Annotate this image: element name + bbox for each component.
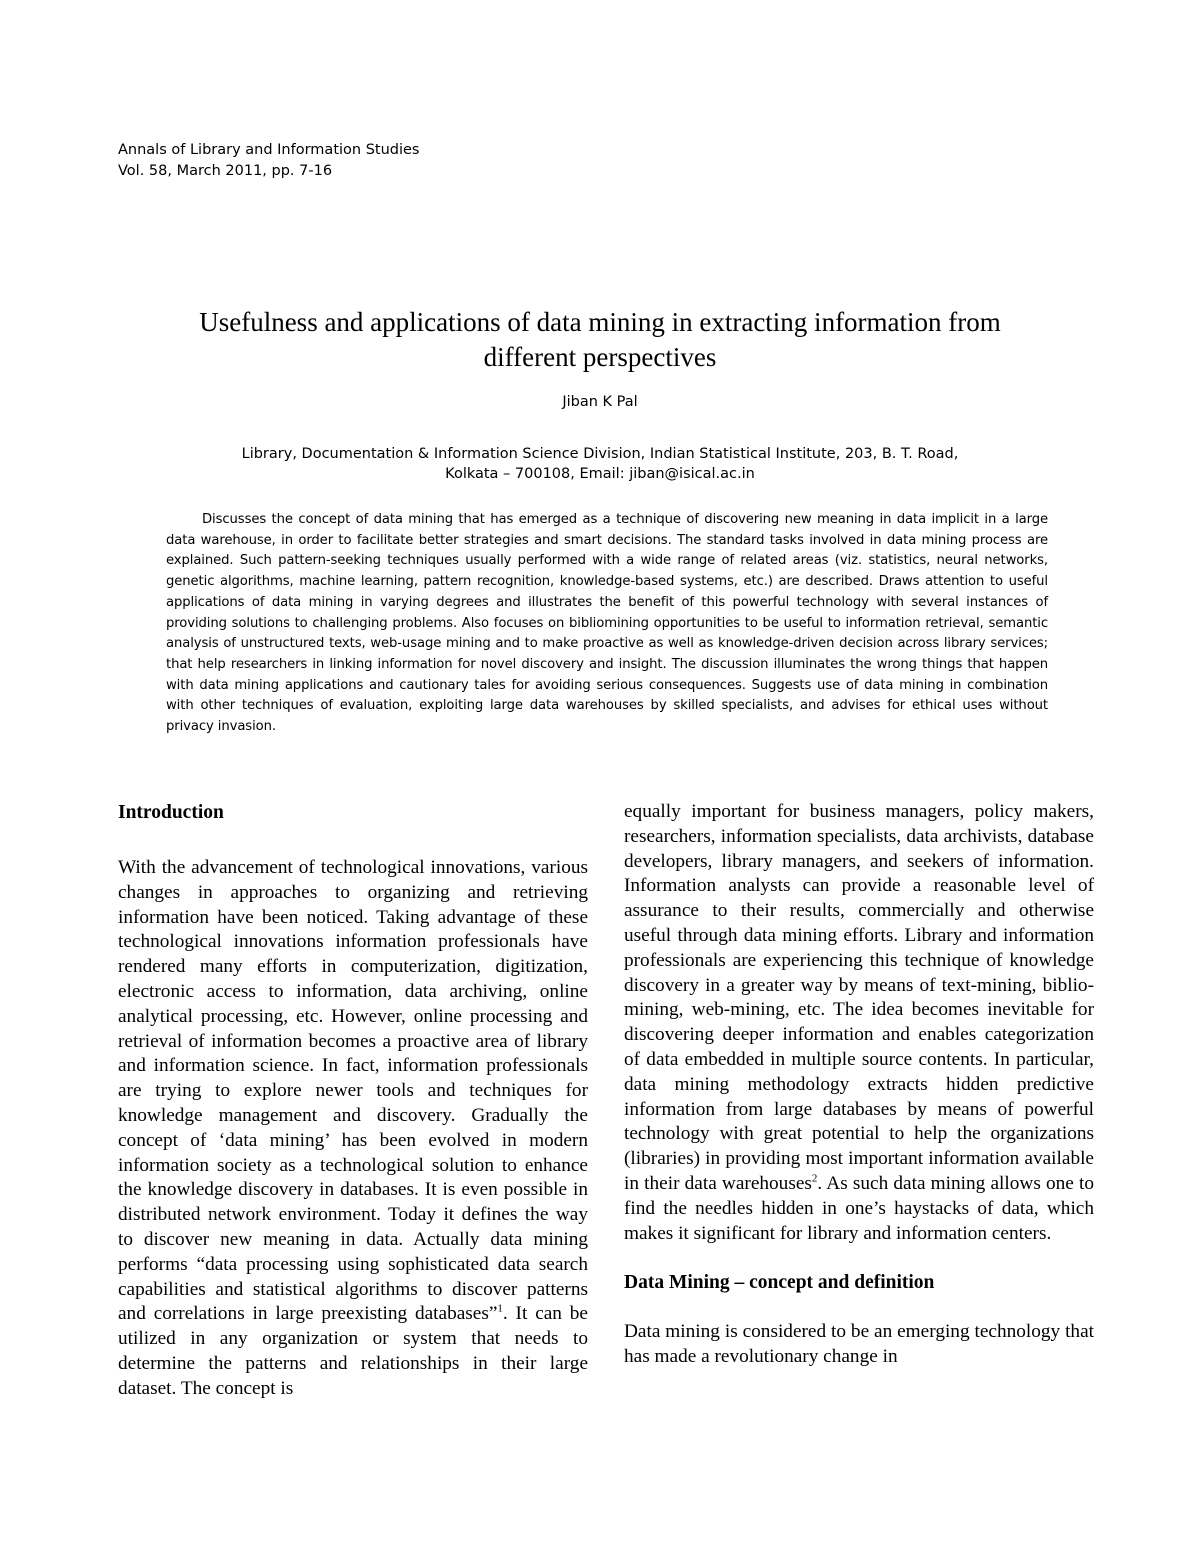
introduction-text-part-1: With the advancement of technological innovations, various changes in approaches to organizing and retrieving information have been noticed. Taking advantage of these technological innovations information professionals have rendered many efforts in computerization, digitization, electronic access to information, data archiving, online analytical processing, etc. However, online processing and retrieval of information becomes a proactive area of library and information science. In fact, information professionals are trying to explore newer tools and techniques for knowledge management and discovery. Gradually the concept of ‘data mining’ has been evolved in modern information society as a technological solution to enhance the knowledge discovery in databases. It is even possible in distributed network environment. Today it defines the way to discover new meaning in data. Actually data mining performs “data processing using sophisticated data search capabilities and statistical algorithms to discover patterns and correlations in large preexisting databases” <box>118 857 588 1325</box>
reference-marker-1: 1 <box>497 1302 503 1315</box>
reference-marker-2: 2 <box>811 1172 818 1185</box>
abstract: Discusses the concept of data mining that has emerged as a technique of discovering new meaning in data implicit in a large data warehouse, in order to facilitate better strategies and smart decisions. The standard tasks involved in data mining process are explained. Such pattern-seeking techniques usually performed with a wide range of related areas (viz. statistics, neural networks, genetic algorithms, machine learning, pattern recognition, knowledge-based systems, etc.) are described. Draws attention to useful applications of data mining in varying degrees and illustrates the benefit of this powerful technology with several instances of providing solutions to challenging problems. Also focuses on bibliomining opportunities to be useful to information retrieval, semantic analysis of unstructured texts, web-usage mining and to make proactive as well as knowledge-driven decision across library services; that help researchers in linking information for novel discovery and insight. The discussion illuminates the wrong things that happen with data mining applications and cautionary tales for avoiding serious consequences. Suggests use of data mining in combination with other techniques of evaluation, exploiting large data warehouses by skilled specialists, and advises for ethical uses without privacy invasion. <box>166 512 1048 735</box>
continuation-text-part-2: . As such data mining allows one to find the needles hidden in one’s haystacks of data, which makes it significant for library and information centers. <box>624 1172 1094 1244</box>
introduction-heading: Introduction <box>118 802 224 823</box>
author-affiliation <box>120 444 1080 484</box>
left-column <box>118 800 588 1402</box>
introduction-text-part-2: . It can be utilized in any organization or system that needs to determine the patterns and relationships in their large dataset. The concept is <box>118 1303 588 1399</box>
data-mining-paragraph: Data mining is considered to be an emerging technology that has made a revolutionary change in <box>624 1321 1094 1368</box>
continuation-text-part-1: equally important for business managers, policy makers, researchers, information specialists, data archivists, database developers, library managers, and seekers of information. Information analysts can provide a reasonable level of assurance to their results, commercially and otherwise useful through data mining efforts. Library and information professionals are experiencing this technique of knowledge discovery in a greater way by means of text-mining, biblio-mining, web-mining, etc. The idea becomes inevitable for discovering deeper information and enables categorization of data embedded in multiple source contents. In particular, data mining methodology extracts hidden predictive information from large databases by means of powerful technology with great potential to help the organizations (libraries) in providing most important information available in their data warehouses <box>624 801 1094 1194</box>
author-name: Jiban K Pal <box>562 394 638 410</box>
introduction-paragraph <box>118 856 588 1402</box>
journal-issue: Vol. 58, March 2011, pp. 7-16 <box>118 163 333 179</box>
affiliation-line-2: Kolkata – 700108, Email: jiban@isical.ac.in <box>445 466 755 482</box>
title-line-1: Usefulness and applications of data mining in extracting information from <box>199 307 1001 337</box>
affiliation-line-1: Library, Documentation & Information Science Division, Indian Statistical Institute, 203, B. T. Road, <box>241 446 959 462</box>
journal-name: Annals of Library and Information Studies <box>118 142 420 158</box>
title-line-2: different perspectives <box>483 342 717 372</box>
journal-citation <box>118 140 420 182</box>
data-mining-heading: Data Mining – concept and definition <box>624 1272 935 1294</box>
introduction-continuation <box>624 800 1094 1246</box>
right-column <box>624 800 1094 1370</box>
paper-title <box>120 305 1080 375</box>
